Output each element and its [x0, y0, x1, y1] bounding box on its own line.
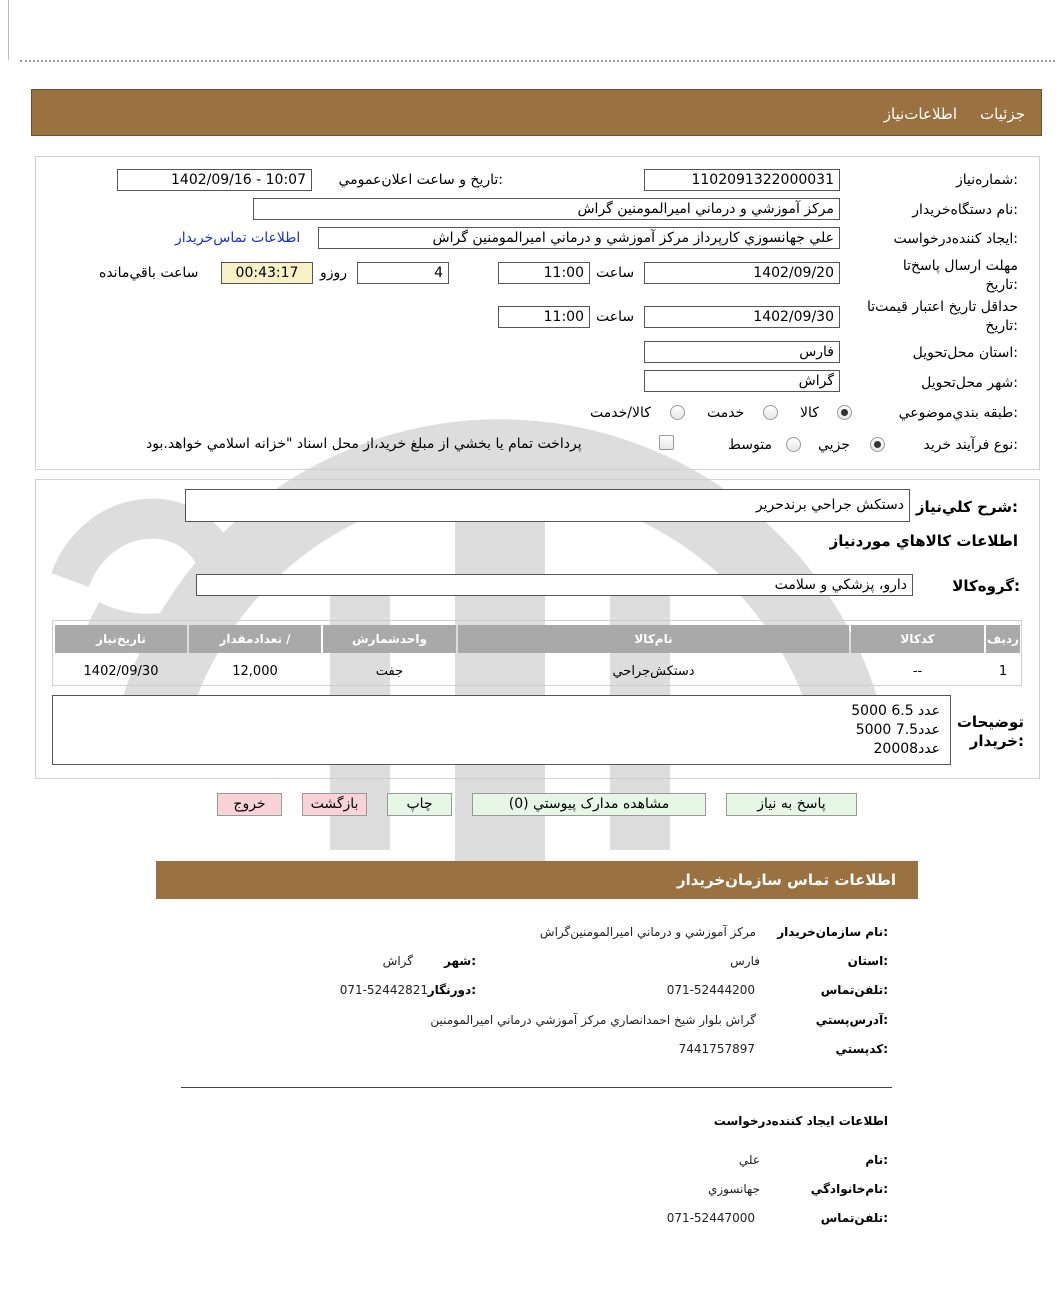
buyer-notes-label: توضيحات خريدار: [956, 713, 1024, 750]
creator-last-name-label: نام‌خانوادگي: [810, 1182, 888, 1196]
contact-org-label: نام سازمان‌خريدار: [777, 925, 888, 939]
process-medium-radio[interactable] [786, 437, 801, 452]
buyer-org-label: نام دستگاه‌خريدار: [912, 202, 1018, 218]
summary-field: دستکش جراحي برندحرير [185, 489, 910, 522]
announce-field: 1402/09/16 - 10:07 [117, 169, 312, 191]
city-field: گراش [644, 370, 840, 392]
process-label: نوع فرآيند خريد: [923, 437, 1018, 453]
contact-section-title: اطلاعات تماس سازمان‌خريدار [676, 871, 896, 889]
treasury-payment-checkbox[interactable] [659, 435, 674, 450]
category-goods-service-radio[interactable] [670, 405, 685, 420]
category-service-label: خدمت [707, 405, 745, 421]
contact-section-header [156, 861, 918, 899]
validity-time-field: 11:00 [498, 306, 590, 328]
validity-label: حداقل تاريخ اعتبار قيمت‌تا تاريخ: [866, 299, 1018, 334]
tab-need-info[interactable]: اطلاعات‌نياز [883, 105, 957, 123]
table-cell-code: -- [912, 664, 923, 679]
creator-phone-value: 071-52447000 [666, 1211, 755, 1225]
goods-group-label: گروه‌کالا: [952, 577, 1020, 595]
creator-label: ايجاد کننده‌درخواست: [893, 231, 1018, 247]
announce-label: تاريخ و ساعت اعلان‌عمومي: [338, 172, 503, 188]
category-goods-label: کالا [800, 405, 819, 421]
contact-address-value: گراش بلوار شيخ احمدانصاري مرکز آموزشي درماني اميرالمومنين [430, 1013, 756, 1027]
deadline-date-field: 1402/09/20 [644, 262, 840, 284]
process-medium-label: متوسط [728, 437, 772, 453]
contact-postal-value: 7441757897 [678, 1042, 755, 1056]
contact-fax-label: دورنگار: [427, 983, 476, 997]
contact-phone-label: تلفن‌تماس: [820, 983, 888, 997]
province-label: استان محل‌تحويل: [912, 345, 1018, 361]
deadline-days-field: 4 [357, 262, 449, 284]
category-goods-service-label: کالا/خدمت [590, 405, 651, 421]
table-header-name: نام‌کالا [458, 625, 849, 653]
table-header-unit: واحدشمارش [323, 625, 456, 653]
deadline-label: مهلت ارسال پاسخ‌تا تاريخ: [902, 258, 1018, 293]
city-label: شهر محل‌تحويل: [921, 375, 1018, 391]
table-cell-unit: جفت [375, 664, 404, 679]
page-edge [8, 0, 9, 60]
table-header-quantity: تعدادمقدار / [189, 625, 321, 653]
buyer-notes-box [52, 695, 951, 765]
goods-group-field: دارو، پزشکي و سلامت [196, 574, 913, 596]
creator-last-name-value: جهانسوزي [707, 1182, 760, 1196]
contact-fax-value: 071-52442821 [339, 983, 428, 997]
contact-phone-value: 071-52444200 [666, 983, 755, 997]
print-button[interactable]: چاپ [387, 793, 452, 816]
treasury-payment-note: پرداخت تمام يا بخشي از مبلغ خريد،از محل اسناد "خزانه اسلامي خواهد.بود [146, 436, 582, 452]
deadline-days-label: روزو [320, 265, 348, 281]
buyer-contact-link[interactable]: اطلاعات تماس‌خريدار [175, 230, 301, 246]
table-cell-row-num: 1 [998, 664, 1008, 679]
creator-first-name-label: نام: [865, 1153, 888, 1167]
attachments-button[interactable]: مشاهده مدارک پيوستي (0) [472, 793, 706, 816]
table-header-code: کدکالا [851, 625, 984, 653]
province-field: فارس [644, 341, 840, 363]
table-cell-date: 1402/09/30 [83, 664, 159, 679]
reply-button[interactable]: پاسخ به نياز [726, 793, 857, 816]
table-cell-quantity: 12,000 [232, 664, 278, 679]
validity-date-field: 1402/09/30 [644, 306, 840, 328]
contact-org-value: مرکز آموزشي و درماني اميرالمومنين‌گراش [539, 925, 756, 939]
process-minor-radio[interactable] [870, 437, 885, 452]
remaining-time-label: ساعت باقي‌مانده [99, 265, 199, 281]
need-number-field: 1102091322000031 [644, 169, 840, 191]
creator-phone-label: تلفن‌تماس: [820, 1211, 888, 1225]
buyer-notes-line: 5000 عدد7.5 [855, 722, 940, 738]
contact-province-label: استان: [847, 954, 888, 968]
contact-province-value: فارس [730, 954, 760, 968]
buyer-notes-line: 2000عدد8 [873, 741, 940, 757]
validity-time-label: ساعت [596, 309, 635, 325]
table-cell-name: دستکش‌جراحي [612, 664, 695, 679]
table-header-date: تاريخ‌نياز [55, 625, 187, 653]
tab-details[interactable]: جزئيات [980, 105, 1025, 123]
creator-field: علي جهانسوزي کارپرداز مرکز آموزشي و درماني اميرالمومنين گراش [318, 227, 840, 249]
remaining-time-field: 00:43:17 [221, 262, 313, 284]
summary-label: شرح کلي‌نياز: [915, 498, 1018, 516]
creator-info-heading: اطلاعات ايجاد کننده‌درخواست [713, 1114, 888, 1128]
page-header-bar [31, 89, 1042, 136]
category-label: طبقه بندي‌موضوعي: [898, 405, 1018, 421]
category-service-radio[interactable] [763, 405, 778, 420]
goods-table [52, 620, 1022, 686]
contact-city-value: گراش [382, 954, 413, 968]
deadline-time-label: ساعت [596, 265, 635, 281]
table-header-row-num: رديف [986, 625, 1020, 653]
category-goods-radio[interactable] [837, 405, 852, 420]
buyer-org-field: مرکز آموزشي و درماني اميرالمومنين گراش [253, 198, 840, 220]
contact-city-label: شهر: [444, 954, 476, 968]
buyer-notes-line: 5000 عدد 6.5 [851, 703, 940, 719]
deadline-time-field: 11:00 [498, 262, 590, 284]
creator-first-name-value: علي [738, 1153, 760, 1167]
contact-address-label: آدرس‌پستي: [815, 1013, 888, 1027]
back-button[interactable]: بازگشت [302, 793, 367, 816]
process-minor-label: جزيي [818, 437, 850, 453]
contact-postal-label: کدپستي: [835, 1042, 888, 1056]
top-dotted-divider [20, 60, 1055, 62]
goods-heading: اطلاعات کالاهاي موردنياز [829, 532, 1018, 550]
need-number-label: شماره‌نياز: [955, 172, 1018, 188]
exit-button[interactable]: خروج [217, 793, 282, 816]
contact-divider [181, 1087, 892, 1088]
